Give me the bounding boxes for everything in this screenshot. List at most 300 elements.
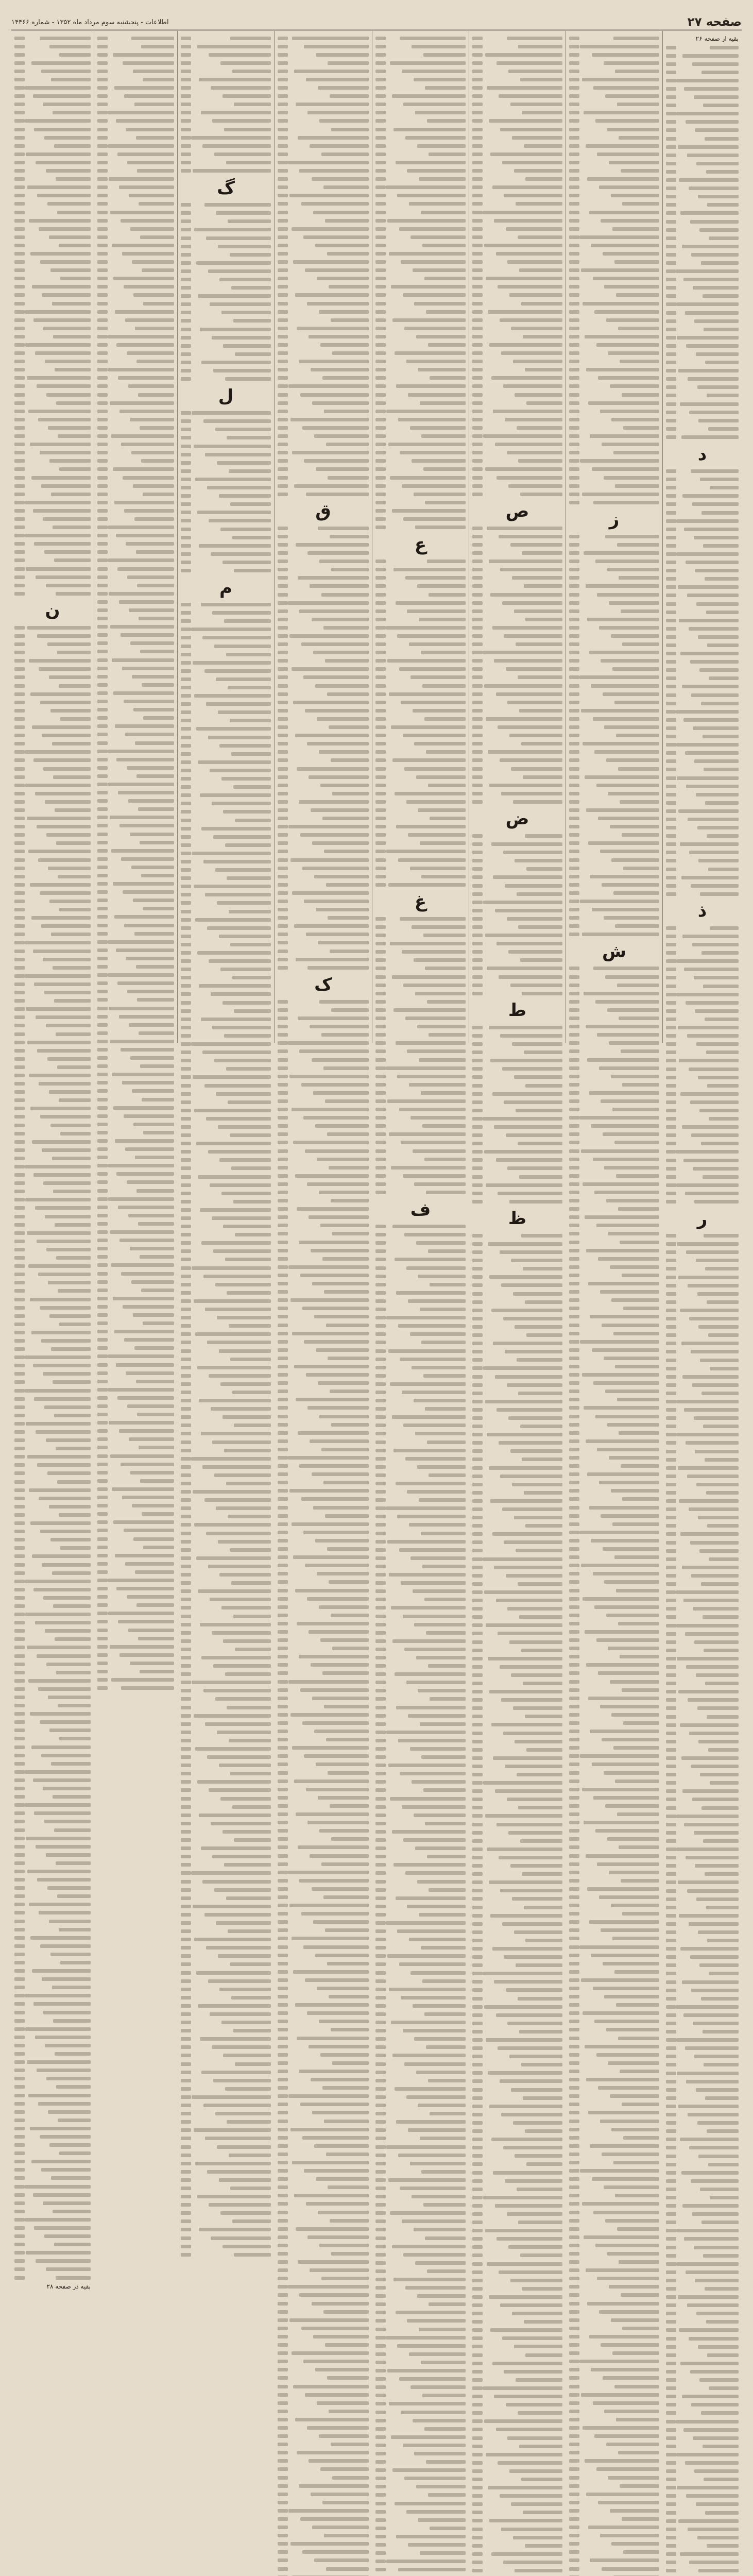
entry-number bbox=[278, 1680, 288, 1684]
entry-row bbox=[569, 1993, 659, 2001]
entry-row bbox=[569, 1429, 659, 1437]
entry-number bbox=[375, 767, 386, 771]
entry-number bbox=[472, 2030, 483, 2033]
entry-row bbox=[569, 59, 659, 67]
entry-row bbox=[569, 2183, 659, 2192]
entry-number bbox=[278, 1340, 288, 1344]
entry-row bbox=[278, 1968, 369, 1976]
entry-row bbox=[278, 756, 369, 765]
entry-number bbox=[278, 709, 288, 713]
entry-row bbox=[666, 250, 739, 259]
entry-row bbox=[181, 325, 271, 333]
entry-row bbox=[278, 2498, 369, 2506]
entry-number bbox=[278, 335, 288, 338]
entry-row bbox=[472, 1240, 562, 1248]
entry-row bbox=[666, 1613, 739, 1621]
entry-number bbox=[278, 302, 288, 306]
entry-name bbox=[522, 992, 562, 995]
entry-name bbox=[709, 1972, 739, 1975]
entry-row bbox=[278, 2200, 369, 2208]
entry-name bbox=[676, 79, 739, 82]
entry-number bbox=[375, 2245, 386, 2248]
entry-row bbox=[472, 1994, 562, 2003]
entry-number bbox=[278, 584, 288, 588]
entry-name bbox=[678, 2295, 739, 2299]
entry-row bbox=[666, 1646, 739, 1654]
entry-name bbox=[691, 1350, 739, 1353]
entry-name bbox=[689, 187, 739, 190]
entry-row bbox=[375, 1072, 466, 1080]
entry-number bbox=[472, 70, 483, 73]
entry-row bbox=[472, 399, 562, 407]
entry-name bbox=[694, 95, 739, 99]
entry-row bbox=[666, 2442, 739, 2450]
entry-row bbox=[666, 624, 739, 633]
entry-row bbox=[375, 2234, 466, 2242]
entry-number bbox=[278, 1232, 288, 1235]
entry-name bbox=[602, 2567, 659, 2571]
entry-name bbox=[613, 1332, 659, 1335]
entry-row bbox=[375, 1927, 466, 1936]
entry-row bbox=[666, 865, 739, 873]
entry-number bbox=[666, 1723, 676, 1727]
entry-name bbox=[489, 1466, 563, 1470]
entry-name bbox=[598, 1257, 659, 1261]
entry-name bbox=[299, 1049, 369, 1053]
entry-row bbox=[666, 2044, 739, 2053]
entry-name bbox=[497, 476, 562, 480]
entry-number bbox=[375, 119, 386, 123]
entry-row bbox=[375, 407, 466, 415]
entry-number bbox=[375, 1954, 386, 1958]
entry-row bbox=[569, 1453, 659, 1462]
entry-name bbox=[428, 343, 466, 347]
entry-name bbox=[418, 2518, 466, 2522]
entry-name bbox=[488, 1657, 562, 1660]
entry-number bbox=[278, 841, 288, 845]
entry-number bbox=[181, 103, 191, 106]
entry-name bbox=[590, 875, 659, 878]
entry-number bbox=[375, 2435, 386, 2439]
entry-name bbox=[401, 1141, 466, 1144]
entry-number bbox=[278, 2451, 288, 2454]
entry-number bbox=[278, 451, 288, 454]
entry-name bbox=[425, 1407, 466, 1411]
entry-name bbox=[609, 1871, 659, 1874]
entry-number bbox=[472, 360, 483, 363]
entry-name bbox=[386, 185, 466, 189]
entry-name bbox=[701, 1806, 739, 1810]
entry-row bbox=[278, 1553, 369, 1562]
entry-row bbox=[278, 2490, 369, 2498]
entry-row bbox=[375, 423, 466, 432]
entry-name bbox=[400, 1358, 466, 1361]
entry-number bbox=[666, 1383, 676, 1387]
entry-number bbox=[375, 1174, 386, 1178]
entry-number bbox=[375, 2560, 386, 2563]
entry-row bbox=[278, 1453, 369, 1462]
entry-row bbox=[472, 849, 562, 857]
entry-number bbox=[666, 1026, 676, 1029]
entry-name bbox=[305, 2393, 369, 2397]
entry-name bbox=[679, 1499, 739, 1503]
entry-name bbox=[703, 1615, 739, 1619]
entry-row bbox=[375, 1306, 466, 1314]
entry-name bbox=[511, 1259, 562, 1262]
entry-row bbox=[569, 2523, 659, 2532]
entry-name bbox=[586, 2078, 659, 2081]
entry-name bbox=[415, 111, 466, 114]
entry-name bbox=[680, 1092, 739, 1096]
entry-number bbox=[569, 1108, 579, 1111]
entry-number bbox=[472, 293, 483, 297]
entry-row bbox=[666, 949, 739, 957]
entry-name bbox=[525, 1524, 562, 1528]
entry-row bbox=[278, 2482, 369, 2490]
entry-name bbox=[708, 1333, 739, 1337]
entry-row bbox=[666, 600, 739, 608]
entry-row bbox=[472, 216, 562, 225]
entry-number bbox=[278, 1995, 288, 1998]
entry-name bbox=[289, 1489, 369, 1493]
entry-row bbox=[472, 1795, 562, 1804]
entry-row bbox=[278, 1429, 369, 1437]
entry-row bbox=[375, 283, 466, 291]
entry-number bbox=[569, 891, 579, 895]
entry-row bbox=[181, 250, 271, 259]
entry-row bbox=[278, 473, 369, 482]
entry-name bbox=[696, 162, 739, 165]
entry-row bbox=[569, 233, 659, 241]
entry-number bbox=[375, 1132, 386, 1136]
entry-number bbox=[666, 1325, 676, 1329]
entry-row bbox=[181, 201, 271, 209]
entry-name bbox=[604, 1771, 660, 1775]
entry-row bbox=[278, 864, 369, 872]
entry-row bbox=[666, 1704, 739, 1713]
entry-row bbox=[666, 1364, 739, 1372]
entry-row bbox=[569, 109, 659, 117]
entry-name bbox=[606, 318, 659, 322]
entry-number bbox=[278, 1389, 288, 1393]
entry-row bbox=[472, 1372, 562, 1381]
entry-number bbox=[472, 1623, 483, 1627]
entry-number bbox=[666, 1574, 676, 1578]
entry-row bbox=[472, 1422, 562, 1431]
entry-name bbox=[582, 2202, 660, 2206]
entry-name bbox=[191, 136, 271, 140]
entry-name bbox=[292, 667, 369, 671]
entry-number bbox=[278, 2070, 288, 2073]
entry-row bbox=[375, 2076, 466, 2084]
entry-row bbox=[375, 1347, 466, 1355]
entry-number bbox=[472, 1259, 483, 1262]
entry-number bbox=[569, 1987, 579, 1990]
entry-number bbox=[666, 2129, 676, 2133]
entry-number bbox=[569, 244, 579, 247]
entry-row bbox=[375, 1106, 466, 1114]
entry-name bbox=[404, 2477, 466, 2480]
entry-row bbox=[278, 557, 369, 566]
entry-row bbox=[375, 1056, 466, 1064]
entry-number bbox=[666, 2279, 676, 2282]
entry-name bbox=[327, 252, 369, 256]
entry-number bbox=[278, 1597, 288, 1601]
entry-number bbox=[569, 2235, 579, 2239]
entry-number bbox=[278, 527, 288, 530]
entry-number bbox=[472, 393, 483, 397]
entry-name bbox=[209, 53, 271, 57]
entry-row bbox=[375, 831, 466, 839]
entry-number bbox=[569, 327, 579, 330]
entry-name bbox=[327, 1547, 369, 1551]
entry-number bbox=[278, 1547, 288, 1551]
entry-name bbox=[518, 925, 562, 929]
entry-number bbox=[569, 1141, 579, 1144]
entry-number bbox=[666, 818, 676, 821]
entry-name bbox=[608, 2061, 659, 2065]
entry-number bbox=[472, 2353, 483, 2357]
entry-row bbox=[569, 2498, 659, 2506]
entry-row bbox=[569, 2308, 659, 2316]
entry-number bbox=[278, 2368, 288, 2371]
entry-number bbox=[278, 667, 288, 671]
entry-number bbox=[278, 767, 288, 771]
entry-name bbox=[710, 926, 739, 930]
entry-number bbox=[666, 1458, 676, 1462]
entry-name bbox=[295, 1174, 369, 1178]
entry-row bbox=[278, 358, 369, 366]
entry-name bbox=[619, 2260, 659, 2264]
entry-row bbox=[569, 897, 659, 905]
entry-number bbox=[375, 2112, 386, 2115]
entry-number bbox=[666, 2511, 676, 2515]
entry-number bbox=[666, 884, 676, 888]
entry-number bbox=[375, 1299, 386, 1303]
entry-number bbox=[472, 2403, 483, 2406]
entry-row bbox=[278, 773, 369, 781]
entry-number bbox=[375, 1623, 386, 1626]
entry-row bbox=[375, 1064, 466, 1072]
entry-row bbox=[569, 1943, 659, 1951]
entry-number bbox=[472, 1557, 483, 1561]
entry-number bbox=[569, 1472, 579, 1476]
entry-row bbox=[375, 1388, 466, 1396]
entry-name bbox=[405, 1871, 466, 1875]
entry-number bbox=[181, 369, 191, 372]
entry-name bbox=[520, 1839, 562, 1843]
entry-row bbox=[569, 249, 659, 258]
entry-number bbox=[278, 1762, 288, 1766]
entry-number bbox=[472, 484, 483, 488]
entry-row bbox=[181, 333, 271, 342]
entry-name bbox=[709, 1117, 739, 1121]
entry-row bbox=[278, 1686, 369, 1694]
entry-row bbox=[472, 1663, 562, 1671]
entry-row bbox=[569, 1727, 659, 1736]
entry-name bbox=[682, 1125, 739, 1129]
entry-name bbox=[701, 951, 739, 955]
entry-row bbox=[472, 1986, 562, 1994]
entry-name bbox=[524, 1906, 562, 1909]
entry-name bbox=[518, 1582, 563, 1586]
entry-row bbox=[472, 2177, 562, 2185]
entry-row bbox=[472, 964, 562, 973]
entry-number bbox=[278, 2045, 288, 2048]
entry-name bbox=[483, 1781, 562, 1785]
entry-row bbox=[375, 1653, 466, 1662]
entry-row bbox=[375, 515, 466, 523]
entry-number bbox=[569, 1282, 579, 1285]
entry-name bbox=[407, 609, 466, 613]
entry-name bbox=[412, 2195, 466, 2198]
entry-row bbox=[569, 2324, 659, 2332]
entry-name bbox=[580, 2169, 659, 2173]
entry-row bbox=[181, 59, 271, 67]
entry-row bbox=[569, 225, 659, 233]
entry-number bbox=[569, 692, 579, 696]
entry-number bbox=[375, 1871, 386, 1875]
entry-row bbox=[666, 2227, 739, 2235]
entry-row bbox=[569, 1661, 659, 1669]
entry-name bbox=[399, 1962, 466, 1966]
entry-name bbox=[586, 144, 660, 148]
entry-row bbox=[569, 42, 659, 50]
entry-number bbox=[278, 103, 288, 106]
entry-number bbox=[569, 2476, 579, 2480]
entry-number bbox=[278, 2426, 288, 2430]
entry-number bbox=[569, 1324, 579, 1327]
entry-name bbox=[703, 735, 739, 738]
entry-name bbox=[707, 1939, 739, 1942]
entry-row bbox=[278, 706, 369, 715]
entry-number bbox=[569, 2268, 579, 2272]
entry-number bbox=[472, 742, 483, 745]
entry-row bbox=[666, 1597, 739, 1605]
entry-row bbox=[666, 1721, 739, 1729]
entry-row bbox=[472, 2251, 562, 2260]
entry-number bbox=[666, 1416, 676, 1420]
entry-number bbox=[666, 2436, 676, 2440]
entry-row bbox=[375, 1047, 466, 1056]
entry-number bbox=[472, 2013, 483, 2017]
entry-row bbox=[278, 2291, 369, 2299]
entry-name bbox=[316, 1762, 369, 1766]
entry-name bbox=[408, 2128, 466, 2132]
entry-name bbox=[489, 2105, 562, 2108]
entry-name bbox=[307, 1597, 369, 1601]
entry-name bbox=[326, 2153, 369, 2156]
entry-number bbox=[375, 2187, 386, 2190]
entry-number bbox=[278, 1638, 288, 1642]
entry-number bbox=[472, 1831, 483, 1835]
entry-row bbox=[569, 241, 659, 249]
entry-name bbox=[305, 1149, 369, 1153]
entry-row bbox=[181, 350, 271, 358]
entry-number bbox=[181, 311, 191, 314]
entry-number bbox=[569, 1589, 579, 1592]
entry-name bbox=[489, 1880, 563, 1884]
entry-number bbox=[375, 850, 386, 853]
entry-row bbox=[472, 175, 562, 183]
entry-number bbox=[375, 942, 386, 945]
entry-row bbox=[472, 2110, 562, 2119]
entry-number bbox=[666, 1441, 676, 1445]
entry-name bbox=[507, 917, 563, 921]
entry-number bbox=[472, 775, 483, 779]
entry-number bbox=[181, 236, 191, 240]
entry-number bbox=[569, 2061, 579, 2065]
entry-name bbox=[315, 244, 369, 247]
entry-row bbox=[666, 1389, 739, 1397]
entry-row bbox=[569, 1188, 659, 1196]
entry-name bbox=[313, 651, 369, 654]
entry-name bbox=[301, 642, 369, 646]
entry-number bbox=[569, 984, 579, 987]
entry-number bbox=[666, 1590, 676, 1594]
entry-row bbox=[375, 1679, 466, 1687]
entry-name bbox=[515, 1740, 562, 1743]
entry-number bbox=[375, 684, 386, 688]
entry-name bbox=[311, 2493, 369, 2496]
entry-number bbox=[181, 245, 191, 248]
entry-row bbox=[666, 1828, 739, 1837]
entry-name bbox=[612, 1108, 659, 1111]
entry-number bbox=[472, 1067, 483, 1071]
entry-number bbox=[278, 825, 288, 828]
entry-row bbox=[278, 1586, 369, 1595]
entry-name bbox=[710, 1781, 739, 1785]
entry-row bbox=[472, 2144, 562, 2152]
entry-name bbox=[410, 235, 466, 239]
entry-number bbox=[278, 493, 288, 496]
entry-number bbox=[181, 211, 191, 215]
entry-name bbox=[419, 1913, 466, 1917]
entry-name bbox=[591, 1539, 659, 1543]
entry-number bbox=[375, 1780, 386, 1784]
entry-name bbox=[499, 1856, 562, 1859]
entry-name bbox=[391, 2021, 466, 2024]
entry-row bbox=[278, 258, 369, 266]
entry-name bbox=[298, 576, 369, 580]
entry-row bbox=[375, 415, 466, 423]
entry-name bbox=[611, 418, 659, 421]
entry-number bbox=[569, 1182, 579, 1186]
entry-name bbox=[395, 792, 466, 795]
entry-row bbox=[569, 1545, 659, 1553]
entry-number bbox=[472, 2146, 483, 2149]
entry-row bbox=[375, 1571, 466, 1579]
entry-row bbox=[278, 449, 369, 457]
entry-number bbox=[666, 112, 676, 115]
entry-row bbox=[569, 1827, 659, 1835]
entry-number bbox=[375, 128, 386, 131]
entry-number bbox=[278, 1431, 288, 1435]
entry-row bbox=[666, 1065, 739, 1073]
entry-number bbox=[569, 119, 579, 123]
entry-name bbox=[703, 1425, 739, 1428]
entry-number bbox=[569, 1083, 579, 1087]
entry-row bbox=[375, 864, 466, 872]
entry-row bbox=[666, 2409, 739, 2417]
entry-row bbox=[666, 1007, 739, 1015]
entry-row bbox=[472, 1073, 562, 1081]
entry-row bbox=[569, 2001, 659, 2009]
entry-number bbox=[569, 1730, 579, 1733]
entry-name bbox=[591, 244, 659, 247]
entry-row bbox=[569, 2532, 659, 2540]
entry-name bbox=[393, 1008, 466, 1012]
